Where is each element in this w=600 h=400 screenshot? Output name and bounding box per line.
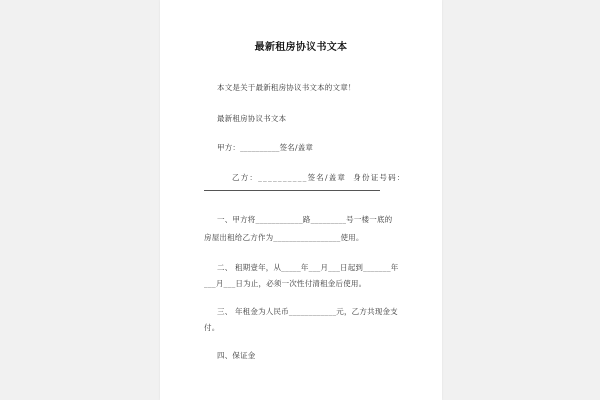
clause-2-line-2: ___月___日为止，必须一次性付清租金后使用。 <box>204 279 367 288</box>
document-page <box>160 0 442 400</box>
clause-1-line-2: 房屋出租给乙方作为_________________使用。 <box>204 233 364 242</box>
clause-3-line-2: 付。 <box>204 323 220 332</box>
subtitle-text: 最新租房协议书文本 <box>217 114 287 123</box>
clause-2-line-1: 二、 租期壹年，从_____年___月___日起到_______年 <box>217 263 399 272</box>
party-a-line: 甲方：__________签名/盖章 <box>217 143 314 152</box>
clause-3-line-1: 三、 年租金为人民币____________元，乙方共现金支 <box>217 307 398 316</box>
document-title: 最新租房协议书文本 <box>254 42 348 53</box>
id-number-underline <box>204 190 380 191</box>
party-b-line: 乙方：__________签名/盖章 身份证号码： <box>232 173 406 182</box>
intro-text: 本文是关于最新租房协议书文本的文章！ <box>217 83 356 92</box>
clause-1-line-1: 一、甲方将____________路_________号一楼一底的 <box>217 215 393 224</box>
clause-4-heading: 四、保证金 <box>217 351 256 360</box>
